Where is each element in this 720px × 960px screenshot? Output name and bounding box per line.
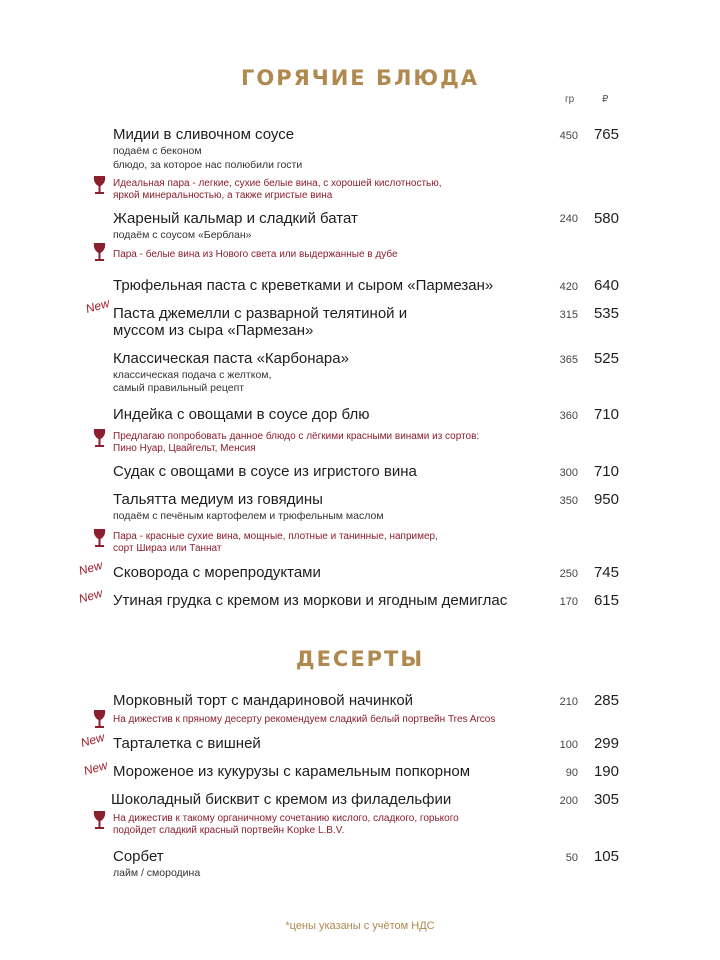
dish-name: Классическая паста «Карбонара» (113, 350, 349, 367)
vat-footnote: *цены указаны с учётом НДС (285, 920, 435, 932)
wine-pairing: Пара - белые вина из Нового света или выдержанные в дубе (113, 249, 398, 260)
dish-name: Жареный кальмар и сладкий батат (113, 210, 358, 227)
section-title-hot: ГОРЯЧИЕ БЛЮДА (240, 66, 480, 90)
wine-glass-icon (92, 428, 107, 450)
dish-name: муссом из сыра «Пармезан» (113, 322, 314, 339)
dish-weight: 300 (559, 467, 578, 479)
dish-price: 580 (593, 210, 619, 227)
dish-weight: 90 (565, 767, 578, 779)
dish-price: 299 (593, 735, 619, 752)
dish-description: самый правильный рецепт (113, 382, 245, 394)
dish-description: подаём с соусом «Берблан» (113, 229, 252, 241)
new-badge: New (79, 729, 107, 750)
dish-weight: 200 (559, 795, 578, 807)
dish-price: 190 (593, 763, 619, 780)
dish-weight: 450 (559, 130, 578, 142)
dish-description: классическая подача с желтком, (113, 369, 272, 381)
dish-price: 285 (593, 692, 619, 709)
dish-description: подаём с беконом (113, 145, 202, 157)
dish-name: Сковорода с морепродуктами (113, 564, 321, 581)
dish-price: 745 (593, 564, 619, 581)
wine-pairing: яркой минеральностью, а также игристые вина (113, 190, 333, 201)
dish-name: Утиная грудка с кремом из моркови и ягодным демиглас (113, 592, 508, 609)
column-header-weight: гр (565, 94, 575, 105)
dish-price: 105 (593, 848, 619, 865)
dish-price: 765 (593, 126, 619, 143)
dish-weight: 350 (559, 495, 578, 507)
new-badge: New (77, 585, 105, 606)
dish-weight: 50 (565, 852, 578, 864)
new-badge: New (84, 295, 112, 316)
dish-weight: 210 (559, 696, 578, 708)
wine-pairing: Пино Нуар, Цвайгельт, Менсия (113, 443, 256, 454)
wine-glass-icon (92, 528, 107, 550)
dish-name: Индейка с овощами в соусе дор блю (113, 406, 370, 423)
dish-price: 525 (593, 350, 619, 367)
dish-weight: 170 (559, 596, 578, 608)
wine-glass-icon (92, 810, 107, 832)
section-title-desserts: ДЕСЕРТЫ (295, 647, 425, 671)
dish-name: Мороженое из кукурузы с карамельным попкорном (113, 763, 471, 780)
wine-pairing: сорт Шираз или Таннат (113, 543, 222, 554)
wine-glass-icon (92, 175, 107, 197)
dish-price: 710 (593, 406, 619, 423)
dish-name: Сорбет (113, 848, 164, 865)
dish-description: блюдо, за которое нас полюбили гости (113, 159, 303, 171)
dish-name: Паста джемелли с разварной телятиной и (113, 305, 408, 322)
dish-weight: 100 (559, 739, 578, 751)
new-badge: New (77, 557, 105, 578)
column-header-price: ₽ (602, 94, 609, 105)
dish-price: 640 (593, 277, 619, 294)
wine-glass-icon (92, 242, 107, 264)
dish-name: Тальятта медиум из говядины (113, 491, 323, 508)
new-badge: New (82, 757, 110, 778)
dish-price: 615 (593, 592, 619, 609)
dish-weight: 360 (559, 410, 578, 422)
dish-weight: 420 (559, 281, 578, 293)
dish-weight: 250 (559, 568, 578, 580)
dish-name: Морковный торт с мандариновой начинкой (113, 692, 414, 709)
wine-pairing: подойдет сладкий красный портвейн Kopke L.B.V. (113, 825, 345, 836)
wine-pairing: На дижестив к пряному десерту рекомендуем сладкий белый портвейн Tres Arcos (113, 714, 496, 725)
dish-price: 950 (593, 491, 619, 508)
dish-price: 535 (593, 305, 619, 322)
wine-pairing: На дижестив к такому органичному сочетанию кислого, сладкого, горького (113, 813, 459, 824)
dish-name: Мидии в сливочном соусе (113, 126, 295, 143)
dish-price: 710 (593, 463, 619, 480)
dish-weight: 365 (559, 354, 578, 366)
dish-description: лайм / смородина (113, 867, 201, 879)
dish-name: Тарталетка с вишней (113, 735, 261, 752)
wine-pairing: Пара - красные сухие вина, мощные, плотные и танинные, например, (113, 531, 438, 542)
wine-glass-icon (92, 709, 107, 731)
wine-pairing: Идеальная пара - легкие, сухие белые вина, с хорошей кислотностью, (113, 178, 442, 189)
dish-weight: 315 (559, 309, 578, 321)
dish-description: подаём с печёным картофелем и трюфельным маслом (113, 510, 384, 522)
dish-name: Судак с овощами в соусе из игристого вина (113, 463, 417, 480)
dish-weight: 240 (559, 213, 578, 225)
dish-name: Шоколадный бисквит с кремом из филадельфии (111, 791, 452, 808)
wine-pairing: Предлагаю попробовать данное блюдо с лёгкими красными винами из сортов: (113, 431, 480, 442)
dish-name: Трюфельная паста с креветками и сыром «Пармезан» (113, 277, 494, 294)
dish-price: 305 (593, 791, 619, 808)
